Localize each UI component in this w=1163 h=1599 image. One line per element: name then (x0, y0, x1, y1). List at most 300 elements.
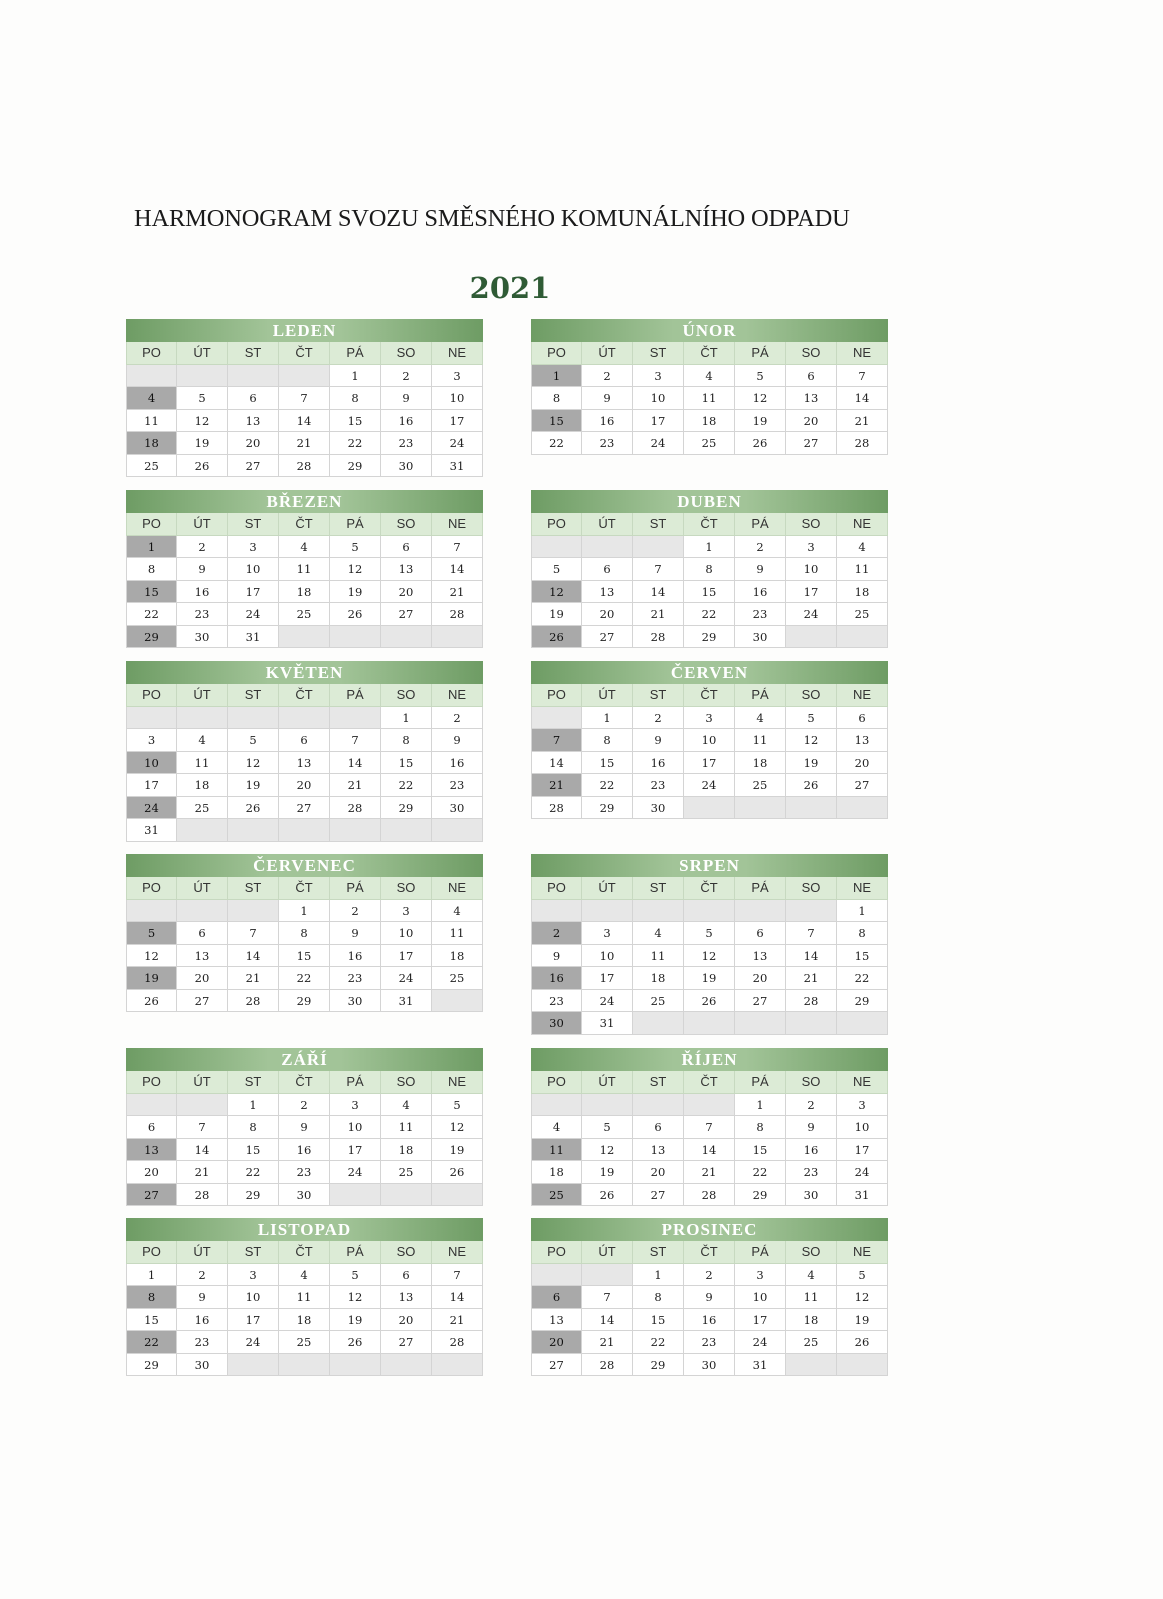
month-days (126, 877, 483, 1012)
day-cell: 8 (837, 922, 888, 945)
day-cell: 31 (381, 990, 432, 1013)
month-name: LISTOPAD (126, 1218, 483, 1241)
day-cell: 24 (684, 774, 735, 797)
weekday-label: ÚT (582, 877, 633, 900)
day-cell: 23 (381, 432, 432, 455)
day-cell: 9 (330, 922, 381, 945)
weekday-label: NE (837, 877, 888, 900)
day-cell: 28 (330, 797, 381, 820)
pickup-day: 21 (531, 774, 582, 797)
empty-cell (126, 365, 177, 388)
day-cell: 10 (228, 1286, 279, 1309)
day-cell: 19 (228, 774, 279, 797)
month-days (126, 342, 483, 477)
day-cell: 21 (582, 1331, 633, 1354)
weekday-label: PÁ (330, 1241, 381, 1264)
pickup-day: 2 (531, 922, 582, 945)
day-cell: 13 (279, 752, 330, 775)
day-cell: 20 (381, 1309, 432, 1332)
day-cell: 9 (582, 387, 633, 410)
empty-cell (279, 626, 330, 649)
empty-cell (531, 1264, 582, 1287)
day-cell: 25 (786, 1331, 837, 1354)
day-cell: 25 (735, 774, 786, 797)
pickup-day: 1 (531, 365, 582, 388)
month-days (126, 684, 483, 842)
empty-cell (228, 900, 279, 923)
day-cell: 4 (279, 1264, 330, 1287)
day-cell: 18 (837, 581, 888, 604)
day-cell: 15 (837, 945, 888, 968)
day-cell: 2 (735, 536, 786, 559)
day-cell: 8 (279, 922, 330, 945)
weekday-label: NE (837, 513, 888, 536)
day-cell: 11 (126, 410, 177, 433)
weekday-label: ÚT (177, 513, 228, 536)
day-cell: 17 (786, 581, 837, 604)
day-cell: 2 (786, 1094, 837, 1117)
pickup-day: 25 (531, 1184, 582, 1207)
day-cell: 29 (279, 990, 330, 1013)
weekday-label: PÁ (330, 684, 381, 707)
day-cell: 11 (177, 752, 228, 775)
empty-cell (582, 1264, 633, 1287)
day-cell: 4 (786, 1264, 837, 1287)
empty-cell (177, 707, 228, 730)
weekday-label: ÚT (177, 342, 228, 365)
day-cell: 5 (432, 1094, 483, 1117)
day-cell: 17 (837, 1139, 888, 1162)
month-calendar (531, 1218, 888, 1376)
empty-cell (531, 1094, 582, 1117)
day-cell: 13 (837, 729, 888, 752)
day-cell: 5 (735, 365, 786, 388)
day-cell: 9 (684, 1286, 735, 1309)
day-cell: 17 (582, 967, 633, 990)
day-cell: 22 (126, 603, 177, 626)
day-cell: 25 (279, 603, 330, 626)
day-cell: 5 (330, 1264, 381, 1287)
weekday-label: SO (786, 513, 837, 536)
day-cell: 5 (582, 1116, 633, 1139)
empty-cell (735, 1012, 786, 1035)
day-cell: 28 (228, 990, 279, 1013)
empty-cell (279, 707, 330, 730)
day-cell: 7 (786, 922, 837, 945)
day-cell: 30 (177, 1354, 228, 1377)
empty-cell (228, 819, 279, 842)
day-cell: 18 (786, 1309, 837, 1332)
day-cell: 23 (582, 432, 633, 455)
pickup-day: 26 (531, 626, 582, 649)
empty-cell (735, 900, 786, 923)
weekday-label: ST (633, 877, 684, 900)
day-cell: 14 (432, 1286, 483, 1309)
day-cell: 27 (381, 603, 432, 626)
day-cell: 18 (381, 1139, 432, 1162)
weekday-label: ČT (279, 684, 330, 707)
weekday-label: PO (126, 342, 177, 365)
day-cell: 17 (735, 1309, 786, 1332)
day-cell: 24 (228, 603, 279, 626)
day-cell: 23 (432, 774, 483, 797)
day-cell: 27 (279, 797, 330, 820)
pickup-day: 22 (126, 1331, 177, 1354)
day-cell: 21 (633, 603, 684, 626)
day-cell: 12 (228, 752, 279, 775)
day-cell: 22 (837, 967, 888, 990)
empty-cell (279, 365, 330, 388)
day-cell: 16 (684, 1309, 735, 1332)
weekday-label: ST (228, 513, 279, 536)
day-cell: 21 (279, 432, 330, 455)
day-cell: 15 (126, 1309, 177, 1332)
month-days (126, 1071, 483, 1206)
day-cell: 7 (330, 729, 381, 752)
empty-cell (633, 1094, 684, 1117)
day-cell: 14 (432, 558, 483, 581)
day-cell: 1 (684, 536, 735, 559)
day-cell: 31 (837, 1184, 888, 1207)
year-heading: 2021 (469, 271, 551, 305)
day-cell: 16 (279, 1139, 330, 1162)
day-cell: 3 (735, 1264, 786, 1287)
weekday-label: ST (228, 342, 279, 365)
month-calendar (126, 854, 483, 1012)
day-cell: 4 (177, 729, 228, 752)
page-title: HARMONOGRAM SVOZU SMĚSNÉHO KOMUNÁLNÍHO ODPADU (134, 205, 850, 232)
weekday-label: PO (531, 342, 582, 365)
weekday-label: SO (381, 684, 432, 707)
month-calendar (531, 1048, 888, 1206)
day-cell: 26 (786, 774, 837, 797)
month-days (531, 684, 888, 819)
day-cell: 23 (786, 1161, 837, 1184)
day-cell: 15 (582, 752, 633, 775)
weekday-label: SO (381, 1071, 432, 1094)
day-cell: 4 (432, 900, 483, 923)
day-cell: 6 (126, 1116, 177, 1139)
weekday-label: NE (432, 684, 483, 707)
weekday-label: ČT (279, 513, 330, 536)
day-cell: 28 (837, 432, 888, 455)
day-cell: 18 (633, 967, 684, 990)
day-cell: 23 (177, 603, 228, 626)
day-cell: 17 (432, 410, 483, 433)
day-cell: 14 (531, 752, 582, 775)
weekday-label: NE (432, 513, 483, 536)
weekday-label: PÁ (735, 1241, 786, 1264)
empty-cell (177, 819, 228, 842)
day-cell: 14 (837, 387, 888, 410)
pickup-day: 6 (531, 1286, 582, 1309)
day-cell: 2 (381, 365, 432, 388)
day-cell: 8 (582, 729, 633, 752)
weekday-label: ČT (684, 342, 735, 365)
day-cell: 11 (381, 1116, 432, 1139)
empty-cell (126, 1094, 177, 1117)
month-name: ČERVENEC (126, 854, 483, 877)
empty-cell (837, 797, 888, 820)
day-cell: 13 (228, 410, 279, 433)
day-cell: 14 (786, 945, 837, 968)
day-cell: 2 (633, 707, 684, 730)
day-cell: 4 (531, 1116, 582, 1139)
day-cell: 20 (177, 967, 228, 990)
day-cell: 12 (837, 1286, 888, 1309)
day-cell: 4 (279, 536, 330, 559)
day-cell: 1 (582, 707, 633, 730)
month-name: ÚNOR (531, 319, 888, 342)
day-cell: 7 (432, 1264, 483, 1287)
day-cell: 10 (633, 387, 684, 410)
empty-cell (786, 1354, 837, 1377)
day-cell: 25 (126, 455, 177, 478)
day-cell: 8 (126, 558, 177, 581)
day-cell: 30 (381, 455, 432, 478)
day-cell: 28 (531, 797, 582, 820)
day-cell: 26 (330, 1331, 381, 1354)
weekday-label: ČT (684, 1071, 735, 1094)
pickup-day: 19 (126, 967, 177, 990)
day-cell: 9 (432, 729, 483, 752)
day-cell: 8 (381, 729, 432, 752)
day-cell: 25 (279, 1331, 330, 1354)
weekday-label: ÚT (582, 1071, 633, 1094)
day-cell: 8 (330, 387, 381, 410)
day-cell: 6 (228, 387, 279, 410)
day-cell: 26 (582, 1184, 633, 1207)
pickup-day: 8 (126, 1286, 177, 1309)
day-cell: 30 (432, 797, 483, 820)
empty-cell (684, 797, 735, 820)
month-name: KVĚTEN (126, 661, 483, 684)
month-calendar (126, 1218, 483, 1376)
day-cell: 29 (684, 626, 735, 649)
day-cell: 9 (786, 1116, 837, 1139)
empty-cell (330, 1354, 381, 1377)
weekday-label: PÁ (330, 513, 381, 536)
day-cell: 3 (330, 1094, 381, 1117)
month-calendar (531, 319, 888, 455)
day-cell: 29 (735, 1184, 786, 1207)
day-cell: 16 (177, 581, 228, 604)
day-cell: 7 (633, 558, 684, 581)
day-cell: 15 (381, 752, 432, 775)
day-cell: 2 (330, 900, 381, 923)
month-days (531, 1071, 888, 1206)
day-cell: 10 (837, 1116, 888, 1139)
day-cell: 21 (684, 1161, 735, 1184)
day-cell: 5 (228, 729, 279, 752)
pickup-day: 15 (126, 581, 177, 604)
day-cell: 6 (177, 922, 228, 945)
weekday-label: ST (633, 342, 684, 365)
day-cell: 28 (432, 603, 483, 626)
empty-cell (531, 707, 582, 730)
weekday-label: PO (126, 1071, 177, 1094)
empty-cell (684, 1012, 735, 1035)
day-cell: 12 (432, 1116, 483, 1139)
day-cell: 4 (381, 1094, 432, 1117)
day-cell: 5 (177, 387, 228, 410)
empty-cell (381, 1184, 432, 1207)
day-cell: 16 (330, 945, 381, 968)
weekday-label: ÚT (177, 684, 228, 707)
day-cell: 26 (177, 455, 228, 478)
day-cell: 1 (330, 365, 381, 388)
day-cell: 4 (633, 922, 684, 945)
day-cell: 29 (633, 1354, 684, 1377)
empty-cell (786, 900, 837, 923)
day-cell: 23 (633, 774, 684, 797)
day-cell: 18 (177, 774, 228, 797)
empty-cell (330, 1184, 381, 1207)
day-cell: 14 (684, 1139, 735, 1162)
empty-cell (381, 626, 432, 649)
day-cell: 14 (633, 581, 684, 604)
day-cell: 18 (279, 1309, 330, 1332)
day-cell: 12 (330, 558, 381, 581)
day-cell: 1 (228, 1094, 279, 1117)
empty-cell (582, 536, 633, 559)
day-cell: 7 (177, 1116, 228, 1139)
day-cell: 19 (684, 967, 735, 990)
day-cell: 26 (837, 1331, 888, 1354)
day-cell: 21 (432, 581, 483, 604)
day-cell: 1 (633, 1264, 684, 1287)
day-cell: 6 (381, 536, 432, 559)
empty-cell (432, 626, 483, 649)
day-cell: 10 (381, 922, 432, 945)
weekday-label: ST (633, 1071, 684, 1094)
weekday-label: PO (126, 877, 177, 900)
day-cell: 16 (582, 410, 633, 433)
day-cell: 19 (582, 1161, 633, 1184)
day-cell: 19 (735, 410, 786, 433)
pickup-day: 7 (531, 729, 582, 752)
empty-cell (786, 797, 837, 820)
day-cell: 6 (381, 1264, 432, 1287)
weekday-label: ČT (684, 877, 735, 900)
day-cell: 20 (381, 581, 432, 604)
empty-cell (786, 626, 837, 649)
empty-cell (684, 1094, 735, 1117)
weekday-label: NE (432, 877, 483, 900)
day-cell: 30 (177, 626, 228, 649)
day-cell: 1 (735, 1094, 786, 1117)
day-cell: 21 (786, 967, 837, 990)
day-cell: 16 (432, 752, 483, 775)
day-cell: 9 (177, 1286, 228, 1309)
day-cell: 2 (177, 536, 228, 559)
empty-cell (381, 1354, 432, 1377)
day-cell: 8 (531, 387, 582, 410)
day-cell: 22 (228, 1161, 279, 1184)
day-cell: 17 (381, 945, 432, 968)
day-cell: 9 (735, 558, 786, 581)
day-cell: 17 (330, 1139, 381, 1162)
empty-cell (633, 536, 684, 559)
day-cell: 27 (786, 432, 837, 455)
day-cell: 6 (735, 922, 786, 945)
day-cell: 12 (786, 729, 837, 752)
day-cell: 11 (837, 558, 888, 581)
day-cell: 21 (228, 967, 279, 990)
day-cell: 28 (582, 1354, 633, 1377)
weekday-label: SO (381, 877, 432, 900)
day-cell: 3 (786, 536, 837, 559)
empty-cell (126, 900, 177, 923)
day-cell: 22 (633, 1331, 684, 1354)
day-cell: 3 (633, 365, 684, 388)
day-cell: 27 (837, 774, 888, 797)
day-cell: 23 (330, 967, 381, 990)
weekday-label: NE (432, 1071, 483, 1094)
day-cell: 28 (177, 1184, 228, 1207)
day-cell: 30 (735, 626, 786, 649)
month-calendar (531, 661, 888, 819)
day-cell: 26 (126, 990, 177, 1013)
day-cell: 11 (279, 558, 330, 581)
month-calendar (126, 661, 483, 842)
weekday-label: ST (633, 1241, 684, 1264)
weekday-label: ST (633, 513, 684, 536)
empty-cell (330, 626, 381, 649)
day-cell: 20 (126, 1161, 177, 1184)
month-calendar (531, 854, 888, 1035)
empty-cell (735, 797, 786, 820)
day-cell: 3 (684, 707, 735, 730)
weekday-label: NE (837, 1241, 888, 1264)
day-cell: 3 (126, 729, 177, 752)
weekday-label: ÚT (177, 877, 228, 900)
day-cell: 17 (228, 581, 279, 604)
day-cell: 26 (735, 432, 786, 455)
weekday-label: ÚT (582, 1241, 633, 1264)
day-cell: 26 (330, 603, 381, 626)
day-cell: 20 (786, 410, 837, 433)
day-cell: 28 (279, 455, 330, 478)
day-cell: 1 (837, 900, 888, 923)
day-cell: 7 (582, 1286, 633, 1309)
day-cell: 30 (684, 1354, 735, 1377)
day-cell: 20 (633, 1161, 684, 1184)
day-cell: 12 (330, 1286, 381, 1309)
day-cell: 21 (177, 1161, 228, 1184)
day-cell: 29 (126, 1354, 177, 1377)
empty-cell (279, 1354, 330, 1377)
day-cell: 4 (735, 707, 786, 730)
day-cell: 23 (684, 1331, 735, 1354)
day-cell: 24 (735, 1331, 786, 1354)
day-cell: 28 (786, 990, 837, 1013)
day-cell: 28 (633, 626, 684, 649)
day-cell: 25 (633, 990, 684, 1013)
day-cell: 9 (177, 558, 228, 581)
day-cell: 18 (432, 945, 483, 968)
pickup-day: 20 (531, 1331, 582, 1354)
weekday-label: ČT (684, 684, 735, 707)
day-cell: 24 (786, 603, 837, 626)
day-cell: 21 (432, 1309, 483, 1332)
day-cell: 15 (279, 945, 330, 968)
day-cell: 29 (381, 797, 432, 820)
weekday-label: PÁ (735, 513, 786, 536)
weekday-label: SO (786, 342, 837, 365)
empty-cell (177, 1094, 228, 1117)
pickup-day: 12 (531, 581, 582, 604)
